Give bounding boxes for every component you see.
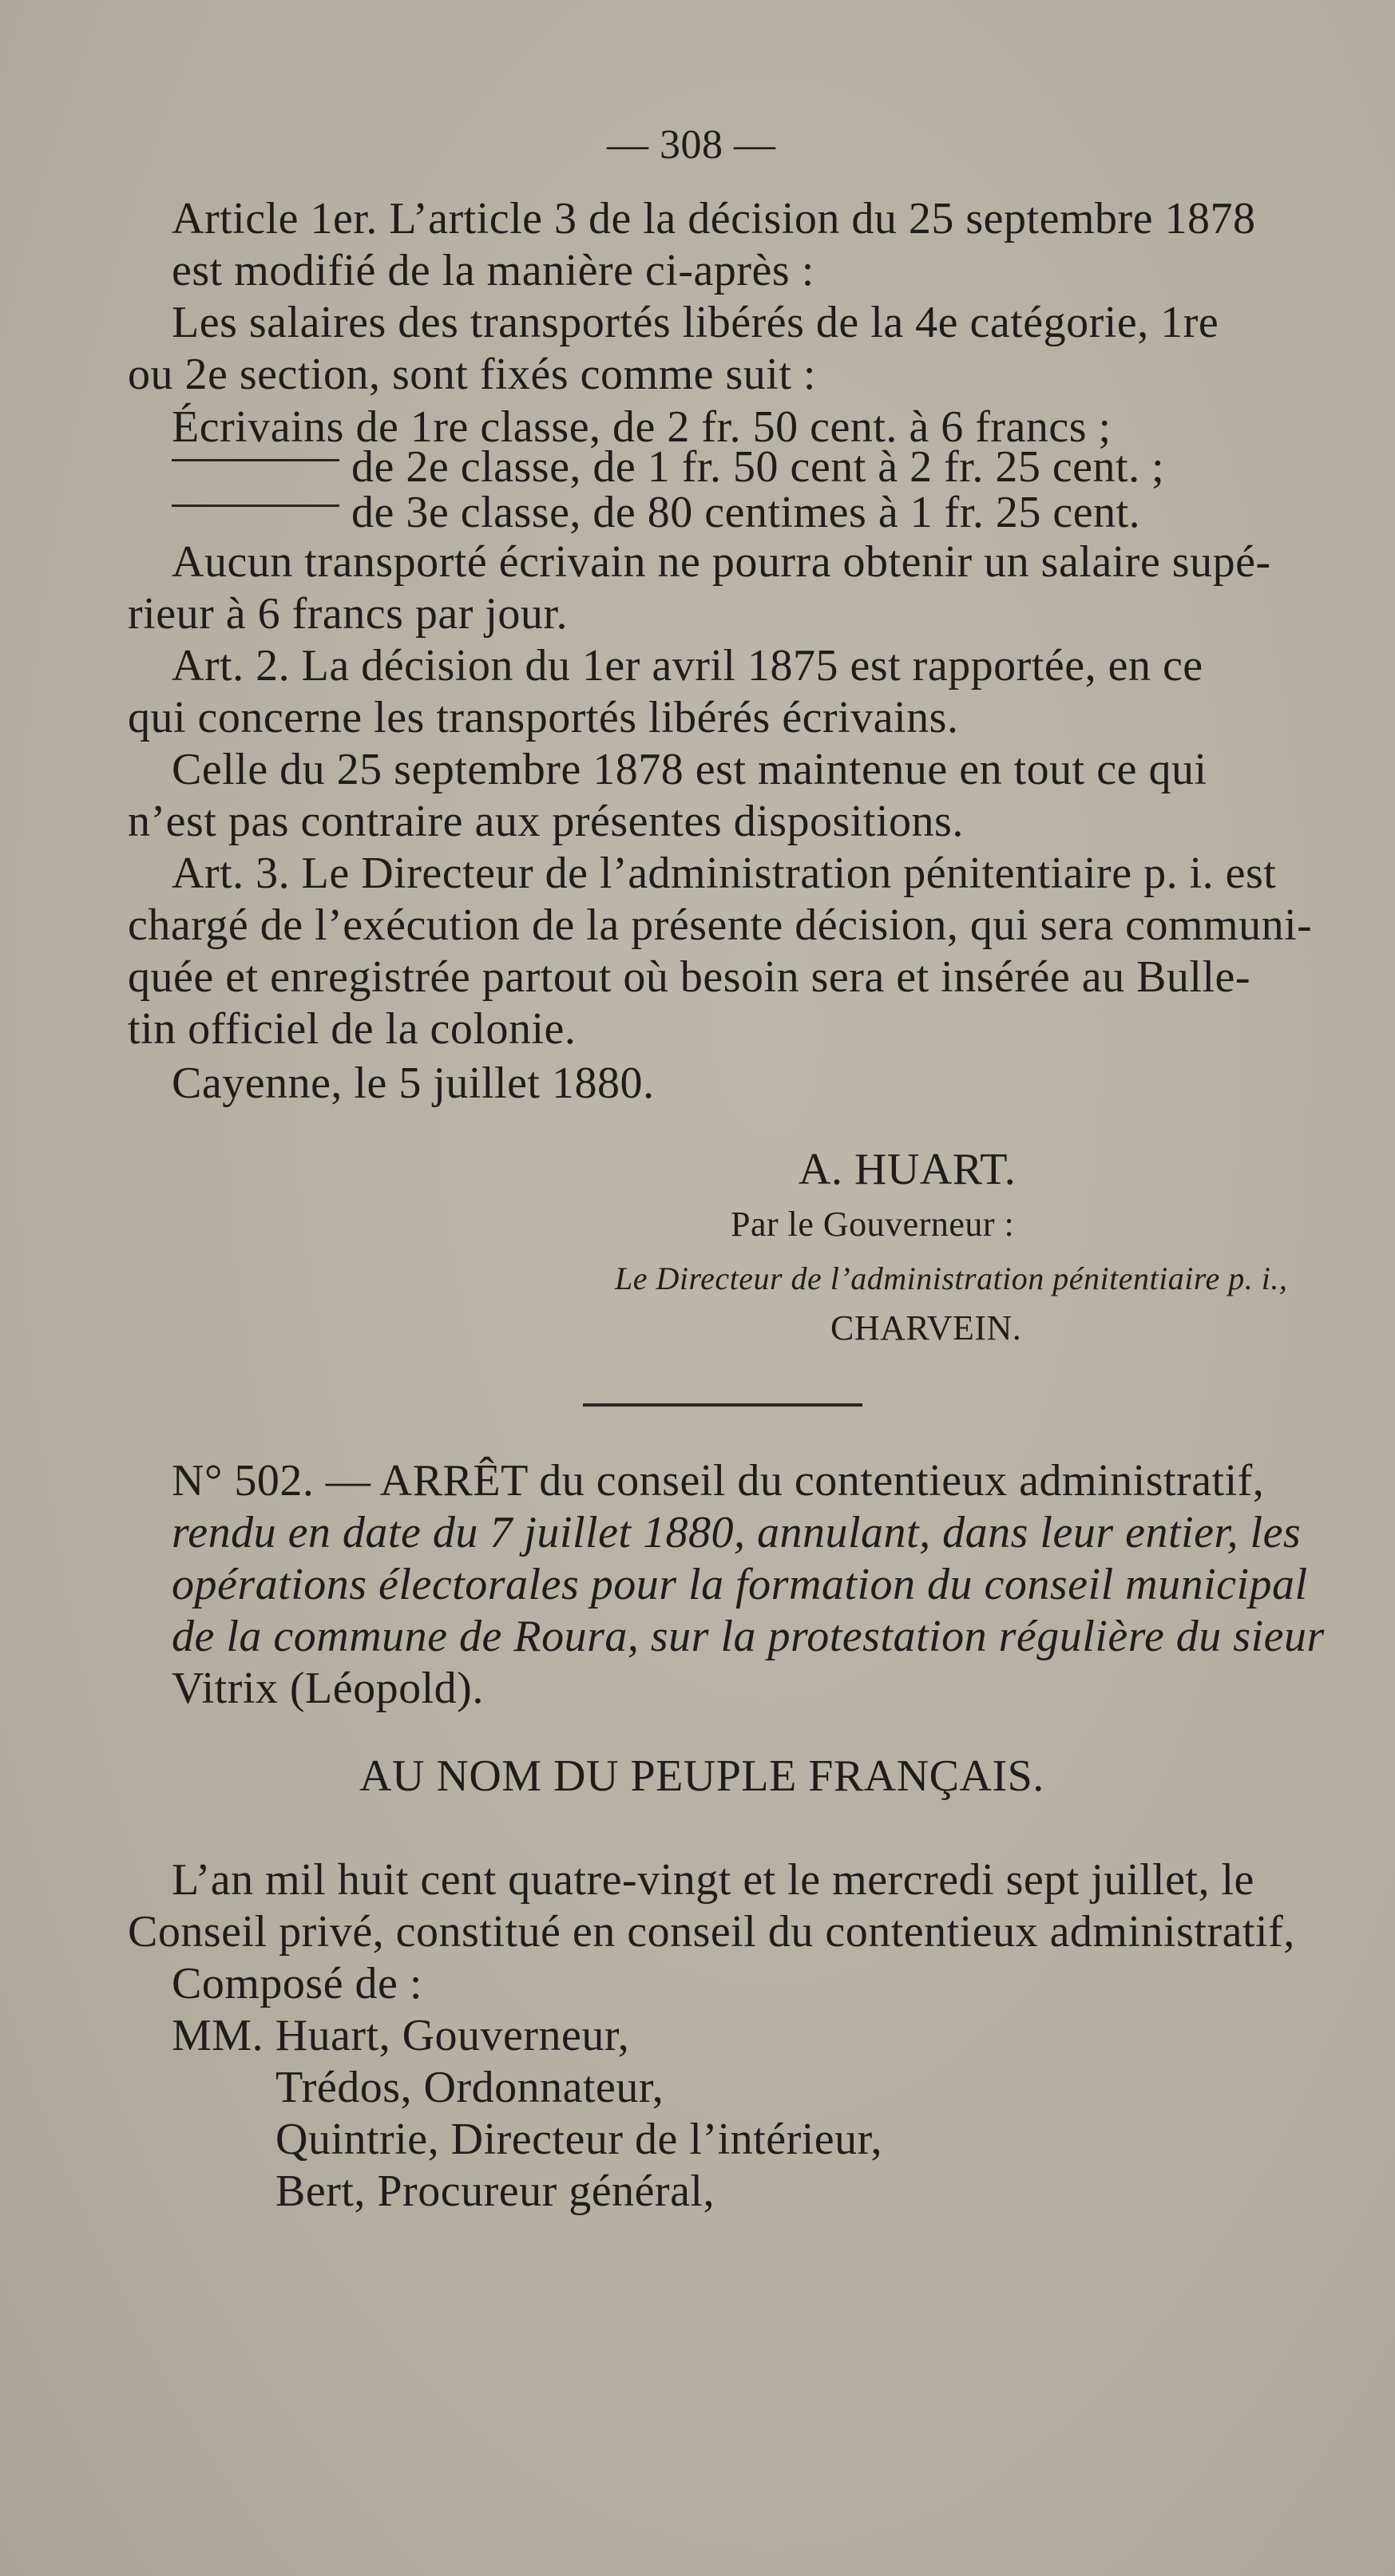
page-number: — 308 — <box>607 122 776 168</box>
body-line5: Trédos, Ordonnateur, <box>275 2063 664 2112</box>
decision502-line4: de la commune de Roura, sur la protestation régulière du sieur <box>172 1612 1325 1661</box>
decision502-line2: rendu en date du 7 juillet 1880, annulant, dans leur entier, les <box>172 1508 1302 1557</box>
decision502-line1: N° 502. — ARRÊT du conseil du contentieux administratif, <box>172 1456 1265 1506</box>
article3-line3: quée et enregistrée partout où besoin sera et insérée au Bulle- <box>128 952 1251 1002</box>
article2-line1: Art. 2. La décision du 1er avril 1875 est rapportée, en ce <box>172 641 1203 690</box>
body-line7: Bert, Procureur général, <box>275 2166 715 2216</box>
body-line4: MM. Huart, Gouverneur, <box>172 2011 630 2060</box>
article1-line6: de 2e classe, de 1 fr. 50 cent à 2 fr. 25 cent. ; <box>351 442 1165 492</box>
article2-line3: Celle du 25 septembre 1878 est maintenue en tout ce qui <box>172 745 1207 794</box>
article1-line1: Article 1er. L’article 3 de la décision du 25 septembre 1878 <box>172 194 1256 243</box>
ditto-dash-2 <box>172 505 339 507</box>
article3-line1: Art. 3. Le Directeur de l’administration pénitentiaire p. i. est <box>172 849 1277 898</box>
body-line6: Quintrie, Directeur de l’intérieur, <box>275 2115 883 2164</box>
separator-rule <box>583 1403 862 1407</box>
decision502-line3: opérations électorales pour la formation du conseil municipal <box>172 1560 1308 1609</box>
signature-name: A. HUART. <box>799 1145 1017 1194</box>
article2-line2: qui concerne les transportés libérés écrivains. <box>128 693 959 742</box>
signature-by: Par le Gouverneur : <box>731 1205 1015 1244</box>
ditto-dash-1 <box>172 459 339 461</box>
article1-line5: Écrivains de 1re classe, de 2 fr. 50 cent. à 6 francs ; <box>172 402 1112 452</box>
body-line3: Composé de : <box>172 1959 422 2008</box>
decision502-line5: Vitrix (Léopold). <box>172 1664 484 1713</box>
article2-line4: n’est pas contraire aux présentes dispositions. <box>128 797 964 846</box>
signature-role: Le Directeur de l’administration pénitentiaire p. i., <box>615 1260 1288 1296</box>
article1-line2: est modifié de la manière ci-après : <box>172 246 814 295</box>
signature-countersign: CHARVEIN. <box>830 1308 1022 1347</box>
section-heading: AU NOM DU PEUPLE FRANÇAIS. <box>359 1751 1044 1801</box>
article1-line4: ou 2e section, sont fixés comme suit : <box>128 350 816 399</box>
article3-line4: tin officiel de la colonie. <box>128 1004 577 1054</box>
article3-line2: chargé de l’exécution de la présente décision, qui sera communi- <box>128 900 1313 950</box>
article1-line7: de 3e classe, de 80 centimes à 1 fr. 25 cent. <box>351 488 1141 537</box>
body-line1: L’an mil huit cent quatre-vingt et le mercredi sept juillet, le <box>172 1855 1254 1905</box>
article1-line8: Aucun transporté écrivain ne pourra obtenir un salaire supé- <box>172 537 1271 587</box>
article1-line9: rieur à 6 francs par jour. <box>128 589 568 639</box>
article1-line3: Les salaires des transportés libérés de la 4e catégorie, 1re <box>172 298 1219 347</box>
place-date: Cayenne, le 5 juillet 1880. <box>172 1058 655 1108</box>
body-line2: Conseil privé, constitué en conseil du contentieux administratif, <box>128 1907 1295 1957</box>
